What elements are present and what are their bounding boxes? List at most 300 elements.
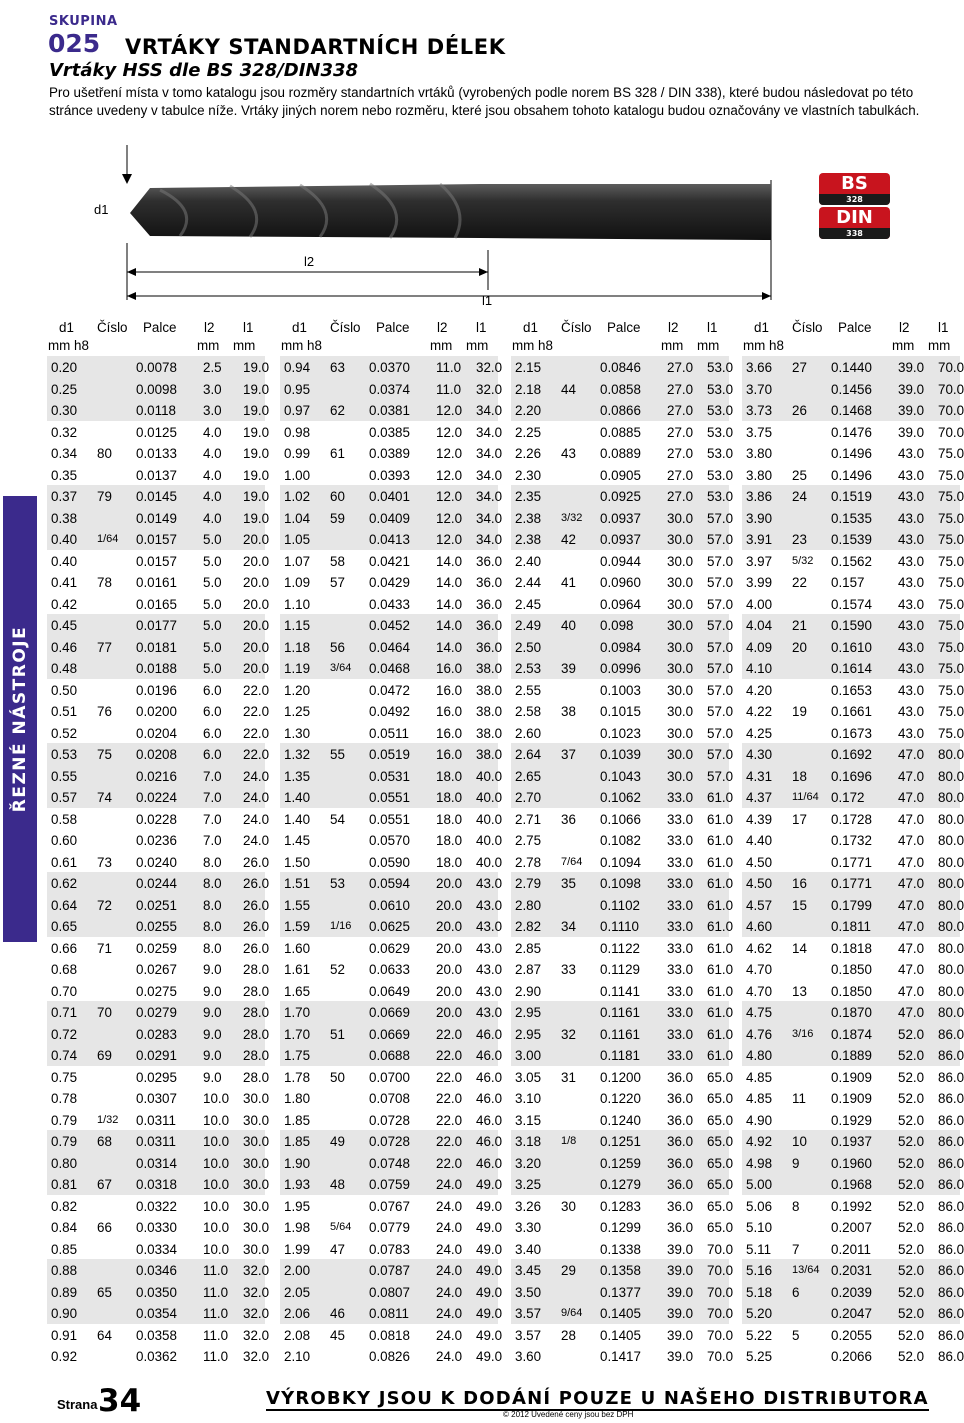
table-cell: 54	[330, 811, 345, 827]
table-cell: 57.0	[707, 596, 734, 612]
table-cell: 0.1874	[831, 1026, 872, 1042]
table-row	[511, 1216, 734, 1238]
din-badge: DIN 338	[819, 207, 890, 239]
table-cell: 40	[561, 618, 576, 633]
table-cell: 43.0	[898, 596, 925, 612]
table-cell: 0.99	[284, 446, 311, 461]
table-row	[47, 399, 270, 421]
table-cell: 47.0	[898, 983, 925, 999]
table-cell: 36.0	[667, 1134, 694, 1149]
table-cell: 0.57	[51, 790, 78, 805]
table-cell: 0.38	[51, 510, 78, 526]
table-row	[511, 378, 734, 400]
d1-label: d1	[94, 202, 109, 217]
table-cell: 24.0	[436, 1349, 463, 1364]
table-cell: 86.0	[938, 1327, 964, 1343]
table-cell: 0.2007	[831, 1220, 872, 1235]
table-cell: 1.80	[284, 1091, 311, 1106]
table-cell: 2.26	[515, 446, 542, 461]
table-cell: 43.0	[476, 962, 503, 977]
bs-badge: BS 328	[819, 173, 890, 205]
table-cell: 61.0	[707, 1026, 734, 1042]
table-cell: 22.0	[243, 682, 270, 698]
table-cell: 10.0	[203, 1112, 230, 1128]
table-cell: 33.0	[667, 1005, 694, 1020]
table-cell: 5.0	[203, 575, 222, 590]
table-units	[280, 338, 498, 356]
table-cell: 2.70	[515, 790, 542, 805]
table-cell: 0.1850	[831, 983, 872, 999]
table-cell: 0.62	[51, 876, 78, 891]
table-cell: 4.92	[746, 1134, 773, 1149]
table-cell: 14.0	[436, 618, 463, 633]
table-row	[47, 808, 270, 830]
table-cell: 58	[330, 553, 345, 569]
table-cell: 2.35	[515, 489, 542, 504]
table-cell: 30.0	[667, 575, 694, 590]
table-cell: 1.25	[284, 704, 311, 719]
unit-label: mm	[928, 338, 951, 353]
table-row	[742, 915, 964, 937]
table-row	[742, 808, 964, 830]
table-cell: 2.38	[515, 532, 542, 547]
table-cell: 0.1039	[600, 747, 641, 762]
table-row	[47, 614, 270, 636]
l2-label: l2	[304, 254, 315, 269]
table-cell: 0.0759	[369, 1177, 410, 1192]
table-cell: 79	[97, 489, 112, 504]
table-cell: 0.0181	[136, 639, 177, 655]
table-row	[511, 808, 734, 830]
table-cell: 25	[792, 467, 807, 483]
table-cell: 0.1358	[600, 1263, 641, 1278]
table-cell: 0.1102	[600, 897, 640, 913]
table-cell: 73	[97, 854, 112, 870]
table-cell: 36.0	[476, 596, 503, 612]
table-cell: 1.90	[284, 1155, 311, 1171]
table-cell: 37	[561, 747, 576, 762]
table-cell: 20.0	[436, 940, 463, 956]
table-cell: 0.0401	[369, 489, 410, 504]
table-row	[742, 1238, 964, 1260]
table-cell: 38.0	[476, 704, 503, 719]
table-cell: 33.0	[667, 833, 694, 848]
table-cell: 80.0	[938, 854, 964, 870]
table-cell: 4.50	[746, 876, 773, 891]
table-cell: 0.0937	[600, 510, 641, 526]
table-cell: 3.18	[515, 1134, 542, 1149]
table-cell: 39.0	[898, 403, 925, 418]
table-cell: 52.0	[898, 1263, 925, 1278]
table-cell: 0.1200	[600, 1069, 641, 1085]
table-cell: 4.70	[746, 983, 773, 999]
table-cell: 47.0	[898, 876, 925, 891]
table-cell: 0.1889	[831, 1048, 872, 1063]
table-cell: 59	[330, 510, 345, 526]
table-cell: 1.78	[284, 1069, 311, 1085]
table-cell: 3.10	[515, 1091, 542, 1106]
table-cell: 0.0590	[369, 854, 410, 870]
column-header: Číslo	[792, 320, 823, 335]
table-cell: 0.0708	[369, 1091, 410, 1106]
table-cell: 0.0374	[369, 381, 410, 397]
page-title: VRTÁKY STANDARTNÍCH DÉLEK	[125, 35, 506, 59]
table-cell: 32.0	[243, 1349, 270, 1364]
table-cell: 0.81	[51, 1177, 78, 1192]
table-cell: 39.0	[667, 1241, 694, 1257]
table-row	[280, 1087, 503, 1109]
table-cell: 86.0	[938, 1155, 964, 1171]
table-cell: 22.0	[436, 1091, 463, 1106]
table-cell: 65.0	[707, 1177, 734, 1192]
table-cell: 20	[792, 639, 807, 655]
page-label: Strana	[57, 1397, 98, 1412]
table-cell: 0.0255	[136, 919, 177, 934]
table-row	[280, 399, 503, 421]
table-cell: 3.75	[746, 424, 773, 440]
table-cell: 77	[97, 639, 112, 655]
table-cell: 0.97	[284, 403, 311, 418]
table-cell: 50	[330, 1069, 345, 1085]
table-cell: 29	[561, 1263, 576, 1278]
table-cell: 49.0	[476, 1220, 503, 1235]
table-cell: 20.0	[436, 919, 463, 934]
table-cell: 1.04	[284, 510, 311, 526]
table-cell: 4.75	[746, 1005, 773, 1020]
table-cell: 57.0	[707, 618, 734, 633]
table-cell: 28.0	[243, 1069, 270, 1085]
table-cell: 24.0	[436, 1306, 463, 1321]
table-cell: 52.0	[898, 1220, 925, 1235]
drill-image	[130, 184, 771, 240]
table-cell: 0.0370	[369, 360, 410, 375]
table-cell: 52.0	[898, 1069, 925, 1085]
table-cell: 7	[792, 1241, 800, 1257]
table-cell: 0.0409	[369, 510, 410, 526]
table-cell: 30.0	[243, 1198, 270, 1214]
table-cell: 0.0157	[136, 532, 177, 547]
table-cell: 75.0	[938, 596, 964, 612]
table-cell: 0.1496	[831, 467, 872, 483]
table-cell: 70.0	[707, 1327, 734, 1343]
column-header: l2	[437, 320, 448, 335]
table-cell: 0.0149	[136, 510, 177, 526]
table-cell: 0.0669	[369, 1026, 410, 1042]
table-cell: 68	[97, 1134, 112, 1149]
table-cell: 12.0	[436, 467, 463, 483]
table-cell: 61	[330, 446, 345, 461]
table-cell: 0.0811	[369, 1306, 409, 1321]
table-cell: 5.18	[746, 1284, 773, 1300]
table-cell: 80.0	[938, 811, 964, 827]
table-cell: 0.0492	[369, 704, 410, 719]
table-cell: 65.0	[707, 1091, 734, 1106]
table-cell: 46.0	[476, 1048, 503, 1063]
table-row	[511, 528, 734, 550]
table-cell: 30.0	[667, 639, 694, 655]
table-row	[280, 1152, 503, 1174]
table-cell: 2.95	[515, 1026, 542, 1042]
table-cell: 57.0	[707, 553, 734, 569]
table-cell: 0.1417	[600, 1349, 641, 1364]
table-header	[280, 320, 498, 338]
column-header: l2	[668, 320, 679, 335]
table-cell: 0.1043	[600, 768, 641, 784]
table-cell: 10.0	[203, 1134, 230, 1149]
table-cell: 1.05	[284, 532, 311, 547]
table-cell: 20.0	[243, 639, 270, 655]
table-cell: 43.0	[898, 639, 925, 655]
table-cell: 1.09	[284, 575, 311, 590]
table-cell: 43.0	[476, 983, 503, 999]
intro-text: Pro ušetření místa v tomo katalogu jsou rozměry standartních vrtáků (vyrobených podle norem BS 328 / DIN 338), které budou následovat po této stránce uvedeny v tabulce níže. Vrtáky jiných norem nebo rozměru, které jsou obsahem tohoto katalogu budou označovány ve vlastních tabulkách.	[49, 85, 920, 118]
table-cell: 75.0	[938, 618, 964, 633]
table-cell: 36.0	[476, 618, 503, 633]
table-cell: 2.38	[515, 510, 542, 526]
table-cell: 14.0	[436, 553, 463, 569]
table-cell: 30.0	[243, 1155, 270, 1171]
table-cell: 3.30	[515, 1220, 542, 1235]
unit-label: mm h8	[512, 338, 553, 353]
table-row	[511, 1066, 734, 1088]
table-cell: 0.1909	[831, 1091, 872, 1106]
table-cell: 75.0	[938, 532, 964, 547]
table-cell: 52.0	[898, 1177, 925, 1192]
column-header: Palce	[607, 320, 641, 335]
table-cell: 52.0	[898, 1155, 925, 1171]
table-cell: 20.0	[243, 553, 270, 569]
table-row	[47, 1109, 270, 1131]
table-row	[742, 1152, 964, 1174]
table-cell: 46	[330, 1306, 345, 1321]
table-cell: 0.0421	[369, 553, 410, 569]
table-cell: 86.0	[938, 1112, 964, 1128]
table-cell: 17	[792, 811, 807, 827]
table-cell: 3.0	[203, 403, 222, 418]
table-cell: 52.0	[898, 1241, 925, 1257]
table-cell: 4.98	[746, 1155, 773, 1171]
table-cell: 22.0	[243, 725, 270, 741]
table-cell: 0.1614	[831, 661, 872, 676]
table-cell: 3.05	[515, 1069, 542, 1085]
table-cell: 0.0228	[136, 811, 177, 827]
table-cell: 4.62	[746, 940, 773, 956]
table-cell: 10.0	[203, 1241, 230, 1257]
table-cell: 0.1181	[600, 1048, 640, 1063]
table-cell: 0.37	[51, 489, 78, 504]
table-cell: 1.55	[284, 897, 311, 913]
table-row	[280, 593, 503, 615]
table-cell: 0.0330	[136, 1220, 177, 1235]
table-cell: 0.1673	[831, 725, 872, 741]
table-cell: 2.30	[515, 467, 542, 483]
table-cell: 86.0	[938, 1220, 964, 1235]
table-cell: 3.60	[515, 1349, 542, 1364]
table-cell: 0.1732	[831, 833, 872, 848]
table-cell: 0.0984	[600, 639, 641, 655]
table-row	[742, 980, 964, 1002]
table-row	[47, 528, 270, 550]
table-cell: 0.0818	[369, 1327, 410, 1343]
unit-label: mm h8	[743, 338, 784, 353]
table-cell: 0.1279	[600, 1177, 641, 1192]
table-cell: 1.20	[284, 682, 311, 698]
table-cell: 30.0	[667, 510, 694, 526]
table-row	[47, 980, 270, 1002]
table-cell: 4.50	[746, 854, 773, 870]
table-cell: 57.0	[707, 747, 734, 762]
table-cell: 80.0	[938, 747, 964, 762]
table-row	[511, 1259, 734, 1281]
table-cell: 0.1468	[831, 403, 872, 418]
table-cell: 8	[792, 1198, 800, 1214]
table-cell: 49.0	[476, 1263, 503, 1278]
table-cell: 0.0078	[136, 360, 177, 375]
table-cell: 61.0	[707, 983, 734, 999]
table-cell: 20.0	[243, 618, 270, 633]
table-row	[511, 1152, 734, 1174]
table-cell: 24.0	[243, 768, 270, 784]
table-row	[511, 679, 734, 701]
table-cell: 22.0	[436, 1134, 463, 1149]
table-cell: 16.0	[436, 682, 463, 698]
table-cell: 47.0	[898, 833, 925, 848]
table-cell: 0.1456	[831, 381, 872, 397]
table-cell: 5.20	[746, 1306, 773, 1321]
table-cell: 30.0	[667, 618, 694, 633]
table-cell: 1.98	[284, 1220, 311, 1235]
table-cell: 21	[792, 618, 807, 633]
table-cell: 49.0	[476, 1327, 503, 1343]
table-cell: 34.0	[476, 403, 503, 418]
table-row	[511, 1238, 734, 1260]
table-cell: 30.0	[243, 1112, 270, 1128]
table-cell: 33.0	[667, 790, 694, 805]
table-cell: 33.0	[667, 940, 694, 956]
table-cell: 49.0	[476, 1306, 503, 1321]
table-cell: 0.0240	[136, 854, 177, 870]
table-row	[280, 1324, 503, 1346]
table-cell: 2.71	[515, 811, 542, 827]
table-cell: 8.0	[203, 876, 222, 891]
table-cell: 32.0	[476, 381, 503, 397]
table-cell: 70.0	[938, 424, 964, 440]
table-cell: 64	[97, 1327, 112, 1343]
table-row	[511, 550, 734, 572]
table-cell: 0.2031	[831, 1263, 872, 1278]
column-header: Číslo	[561, 320, 592, 335]
table-cell: 0.0889	[600, 446, 641, 461]
table-cell: 0.1161	[600, 1026, 640, 1042]
table-cell: 75.0	[938, 682, 964, 698]
table-cell: 16	[792, 876, 807, 891]
table-row	[742, 894, 964, 916]
table-cell: 0.46	[51, 639, 78, 655]
table-cell: 19.0	[243, 381, 270, 397]
table-cell: 40.0	[476, 768, 503, 784]
table-row	[511, 700, 734, 722]
table-cell: 22.0	[243, 747, 270, 762]
table-cell: 30.0	[243, 1241, 270, 1257]
table-row	[47, 829, 270, 851]
table-cell: 0.1066	[600, 811, 641, 827]
table-cell: 0.0098	[136, 381, 177, 397]
table-cell: 33.0	[667, 854, 694, 870]
table-cell: 1.85	[284, 1134, 311, 1149]
table-cell: 0.35	[51, 467, 78, 483]
table-cell: 24.0	[243, 811, 270, 827]
table-cell: 70.0	[938, 381, 964, 397]
table-cell: 0.1771	[831, 854, 872, 870]
table-cell: 0.0275	[136, 983, 177, 999]
table-cell: 22.0	[436, 1155, 463, 1171]
table-cell: 0.1960	[831, 1155, 872, 1171]
unit-label: mm	[661, 338, 684, 353]
table-cell: 0.32	[51, 424, 78, 440]
table-cell: 3.80	[746, 467, 773, 483]
table-row	[511, 1044, 734, 1066]
table-cell: 43.0	[898, 446, 925, 461]
table-cell: 0.0291	[136, 1048, 177, 1063]
table-cell: 22.0	[243, 704, 270, 719]
table-cell: 2.00	[284, 1263, 311, 1278]
table-row	[47, 765, 270, 787]
table-row	[742, 1023, 964, 1045]
table-cell: 52.0	[898, 1112, 925, 1128]
table-cell: 0.85	[51, 1241, 78, 1257]
table-cell: 34.0	[476, 467, 503, 483]
table-cell: 53.0	[707, 403, 734, 418]
table-cell: 0.0137	[136, 467, 177, 483]
table-cell: 8.0	[203, 940, 222, 956]
table-cell: 43.0	[476, 919, 503, 934]
table-cell: 0.1992	[831, 1198, 872, 1214]
table-row	[742, 1302, 964, 1324]
table-cell: 43.0	[476, 876, 503, 891]
table-cell: 3.20	[515, 1155, 542, 1171]
table-cell: 57.0	[707, 575, 734, 590]
table-cell: 47	[330, 1241, 345, 1257]
table-row	[280, 442, 503, 464]
table-cell: 0.52	[51, 725, 78, 741]
table-cell: 47.0	[898, 940, 925, 956]
table-cell: 20.0	[436, 1005, 463, 1020]
table-cell: 0.0429	[369, 575, 410, 590]
table-cell: 2.79	[515, 876, 542, 891]
table-cell: 7.0	[203, 811, 222, 827]
table-cell: 18	[792, 768, 807, 784]
table-cell: 65.0	[707, 1220, 734, 1235]
table-cell: 1.61	[284, 962, 311, 977]
table-cell: 70.0	[938, 403, 964, 418]
table-row	[280, 1109, 503, 1131]
table-cell: 0.0669	[369, 1005, 410, 1020]
table-cell: 0.48	[51, 661, 78, 676]
table-cell: 0.1937	[831, 1134, 872, 1149]
table-cell: 0.1909	[831, 1069, 872, 1085]
table-cell: 30.0	[243, 1134, 270, 1149]
table-cell: 26.0	[243, 897, 270, 913]
table-cell: 10.0	[203, 1155, 230, 1171]
table-cell: 0.72	[51, 1026, 78, 1042]
table-cell: 36.0	[476, 639, 503, 655]
table-cell: 80.0	[938, 919, 964, 934]
table-cell: 14.0	[436, 596, 463, 612]
table-row	[280, 421, 503, 443]
table-cell: 1.15	[284, 618, 311, 633]
table-cell: 65.0	[707, 1198, 734, 1214]
table-cell: 86.0	[938, 1091, 964, 1106]
